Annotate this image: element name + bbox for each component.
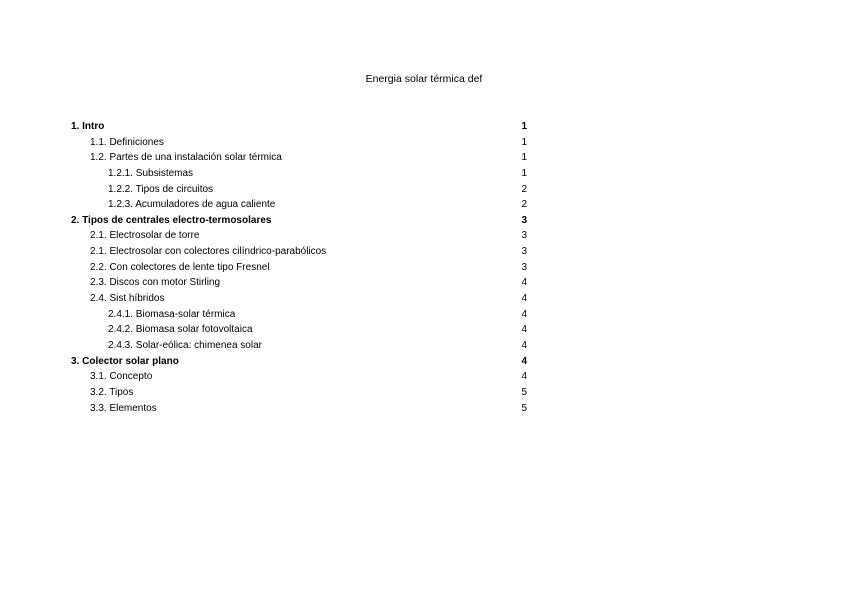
toc-entry[interactable]	[71, 244, 527, 260]
toc-entry-label: 3.3. Elementos	[90, 402, 157, 414]
toc-entry[interactable]	[71, 166, 527, 182]
toc-entry-page-number: 1	[521, 121, 527, 132]
toc-entry-page-number: 5	[521, 386, 527, 398]
toc-entry[interactable]	[71, 260, 527, 276]
toc-entry-page-number: 1	[521, 167, 527, 179]
toc-entry-page-number: 4	[521, 277, 527, 289]
toc-entry-label: 2.1. Electrosolar de torre	[90, 230, 200, 242]
toc-entry-label: 1.2.2. Tipos de circuitos	[108, 183, 214, 195]
toc-entry[interactable]	[71, 369, 527, 385]
toc-entry-label: 2.3. Discos con motor Stirling	[90, 277, 221, 289]
toc-entry-page-number: 2	[521, 183, 527, 195]
toc-entry-page-number: 2	[521, 199, 527, 211]
toc-entry-page-number: 4	[521, 355, 527, 367]
toc-entry[interactable]	[71, 291, 527, 307]
toc-entry[interactable]	[71, 338, 527, 354]
toc-entry-page-number: 4	[521, 371, 527, 383]
toc-entry-label: 1.2.1. Subsistemas	[108, 167, 194, 179]
toc-entry[interactable]	[71, 401, 527, 417]
toc-entry-label: 1.2. Partes de una instalación solar térmica	[90, 152, 282, 164]
toc-entry-page-number: 3	[521, 214, 527, 226]
toc-entry-label: 2.4.2. Biomasa solar fotovoltaica	[108, 324, 253, 336]
toc-entry-page-number: 3	[521, 230, 527, 242]
toc-entry-label: 2.2. Con colectores de lente tipo Fresnel	[90, 261, 270, 273]
toc-entry-label: 1. Intro	[71, 121, 105, 132]
toc-entry-label: 2.1. Electrosolar con colectores cilíndrico-parabólicos	[90, 246, 327, 258]
toc-entry-page-number: 4	[521, 339, 527, 351]
toc-entry-label: 2. Tipos de centrales electro-termosolares	[71, 214, 272, 226]
toc-entry[interactable]	[71, 228, 527, 244]
toc-entry[interactable]	[71, 182, 527, 198]
toc-entry-page-number: 3	[521, 246, 527, 258]
toc-entry[interactable]	[71, 385, 527, 401]
toc-entry-page-number: 4	[521, 324, 527, 336]
toc-entry[interactable]	[71, 213, 527, 229]
toc-entry[interactable]	[71, 322, 527, 338]
toc-entry[interactable]	[71, 119, 527, 135]
toc-entry-page-number: 5	[521, 402, 527, 414]
toc-entry-label: 2.4.3. Solar-eólica: chimenea solar	[108, 339, 262, 351]
toc-entry[interactable]	[71, 197, 527, 213]
toc-entry[interactable]	[71, 307, 527, 323]
toc-entry-label: 2.4. Sist híbridos	[90, 293, 165, 305]
toc-entry-page-number: 4	[521, 308, 527, 320]
toc-entry-page-number: 3	[521, 261, 527, 273]
toc-entry-page-number: 4	[521, 293, 527, 305]
toc-entry-page-number: 1	[521, 136, 527, 148]
toc-entry-label: 1.1. Definiciones	[90, 136, 164, 148]
document-title: Energia solar térmica def	[365, 73, 483, 85]
toc-entry-label: 3.1. Concepto	[90, 371, 153, 383]
toc-entry[interactable]	[71, 275, 527, 291]
toc-entry-label: 2.4.1. Biomasa-solar térmica	[108, 308, 236, 320]
toc-entry-label: 3.2. Tipos	[90, 386, 134, 398]
toc-entry[interactable]	[71, 354, 527, 370]
toc-entry[interactable]	[71, 135, 527, 151]
toc-entry[interactable]	[71, 150, 527, 166]
toc-entry-label: 3. Colector solar plano	[71, 355, 179, 367]
table-of-contents	[71, 119, 527, 416]
toc-entry-page-number: 1	[521, 152, 527, 164]
toc-entry-label: 1.2.3. Acumuladores de agua caliente	[108, 199, 276, 211]
